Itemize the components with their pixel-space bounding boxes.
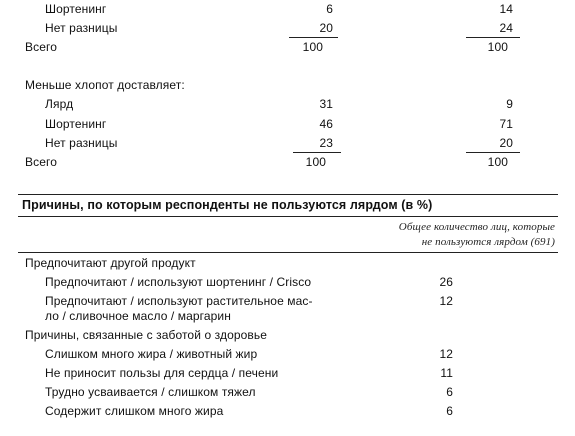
row-label-no-difference-2: Нет разницы bbox=[45, 136, 118, 150]
table-title-rule bbox=[18, 216, 558, 217]
item-value: 11 bbox=[440, 366, 453, 380]
sum-rule-col2 bbox=[466, 37, 520, 38]
row-value-col1: 31 bbox=[319, 97, 333, 111]
item-label-too-much-fat: Слишком много жира / животный жир bbox=[45, 347, 258, 361]
row-label-no-difference-1: Нет разницы bbox=[45, 21, 118, 35]
column-header-rule bbox=[18, 252, 558, 253]
row-value-col2: 24 bbox=[499, 21, 513, 35]
group-title-other-product: Предпочитают другой продукт bbox=[25, 256, 196, 270]
row-value-col2: 71 bbox=[499, 117, 513, 131]
item-value: 6 bbox=[446, 404, 453, 418]
item-label-heart-liver: Не приносит пользы для сердца / печени bbox=[45, 366, 279, 380]
total-value-col1: 100 bbox=[305, 155, 326, 169]
row-label-shortening-1: Шортенинг bbox=[45, 2, 107, 16]
group-title-health: Причины, связанные с заботой о здоровье bbox=[25, 328, 268, 342]
sum-rule-col1 bbox=[289, 37, 338, 38]
item-value: 26 bbox=[439, 275, 453, 289]
section-title-less-hassle: Меньше хлопот доставляет: bbox=[25, 78, 185, 92]
row-value-col1: 23 bbox=[319, 136, 333, 150]
total-value-col2: 100 bbox=[487, 40, 508, 54]
item-value: 12 bbox=[439, 294, 453, 308]
total-value-col1: 100 bbox=[302, 40, 323, 54]
row-value-col2: 20 bbox=[499, 136, 513, 150]
sum-rule-col2 bbox=[466, 152, 520, 153]
total-label-2: Всего bbox=[25, 155, 57, 169]
item-label-shortening-crisco: Предпочитают / используют шортенинг / Crisco bbox=[45, 275, 312, 289]
total-value-col2: 100 bbox=[487, 155, 508, 169]
column-header-line2: не пользуются лярдом (691) bbox=[421, 236, 555, 248]
item-value: 6 bbox=[446, 385, 453, 399]
table-top-rule bbox=[18, 194, 558, 195]
total-label-1: Всего bbox=[25, 40, 57, 54]
row-value-col2: 9 bbox=[506, 97, 513, 111]
sum-rule-col1 bbox=[293, 152, 341, 153]
row-value-col2: 14 bbox=[499, 2, 513, 16]
row-value-col1: 6 bbox=[326, 2, 333, 16]
item-label-hard-to-digest: Трудно усваивается / слишком тяжел bbox=[45, 385, 256, 399]
item-value: 12 bbox=[439, 347, 453, 361]
row-label-shortening-2: Шортенинг bbox=[45, 117, 107, 131]
table-title: Причины, по которым респонденты не пользуются лярдом (в %) bbox=[22, 198, 433, 212]
row-value-col1: 46 bbox=[319, 117, 333, 131]
row-value-col1: 20 bbox=[319, 21, 333, 35]
column-header-line1: Общее количество лиц, которые bbox=[398, 221, 555, 233]
item-label-contains-fat: Содержит слишком много жира bbox=[45, 404, 224, 418]
row-label-lard: Лярд bbox=[45, 97, 74, 111]
item-label-vegetable-oil-line2: ло / сливочное масло / маргарин bbox=[45, 309, 231, 323]
item-label-vegetable-oil-line1: Предпочитают / используют растительное мас- bbox=[45, 294, 313, 308]
